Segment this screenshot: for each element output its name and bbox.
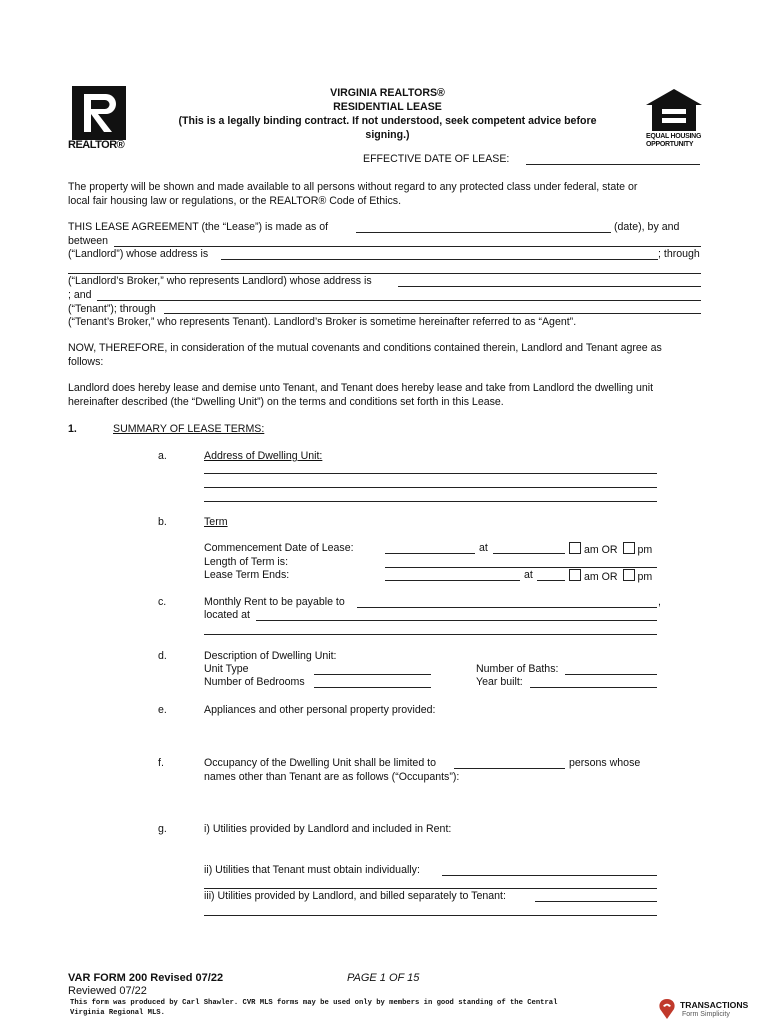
commencement-date-field[interactable] [385, 553, 475, 554]
produced-by-line-1: This form was produced by Carl Shawler. CVR MLS forms may be used only by members in good standing of the Central [70, 999, 558, 1007]
now-therefore-line-2: follows: [68, 356, 104, 368]
rent-location-field-2[interactable] [204, 634, 657, 635]
pm-label: pm [637, 544, 653, 556]
year-built-label: Year built: [476, 676, 523, 688]
year-built-field[interactable] [530, 687, 657, 688]
term-end-date-field[interactable] [385, 580, 520, 581]
section-title: SUMMARY OF LEASE TERMS: [113, 423, 265, 435]
equal-housing-text-1: EQUAL HOUSING [646, 133, 702, 140]
dwelling-address-line-1[interactable] [204, 473, 657, 474]
term-end-time-field[interactable] [537, 580, 565, 581]
fair-housing-line-2: local fair housing law or regulations, or the REALTOR® Code of Ethics. [68, 195, 402, 207]
utilities-tenant-field-2[interactable] [204, 888, 657, 889]
page-number: PAGE 1 OF 15 [347, 972, 420, 984]
occupancy-count-field[interactable] [454, 768, 565, 769]
tenant-broker-field[interactable] [164, 313, 701, 314]
rent-comma: , [658, 596, 661, 608]
unit-type-label: Unit Type [204, 663, 249, 675]
utilities-billed-field[interactable] [535, 901, 657, 902]
occupants-label: names other than Tenant are as follows (“Occupants”): [204, 771, 460, 783]
form-name: VAR FORM 200 Revised 07/22 [68, 972, 224, 984]
demise-line-2: hereinafter described (the “Dwelling Unit”) on the terms and conditions set forth in this Lease. [68, 396, 504, 408]
landlord-address-field[interactable] [221, 259, 658, 260]
form-title: VIRGINIA REALTORS® [330, 87, 445, 99]
transactions-brand: TRANSACTIONS [680, 1000, 749, 1010]
am-or-label: am OR [584, 544, 618, 556]
through-label-1: ; through [658, 248, 700, 260]
address-of-dwelling-label: Address of Dwelling Unit: [204, 450, 323, 462]
landlord-name-field[interactable] [114, 246, 701, 247]
commencement-time-field[interactable] [493, 553, 565, 554]
term-label: Term [204, 516, 228, 528]
transactions-brand-sub: Form Simplicity [682, 1011, 730, 1018]
equal-housing-logo [644, 87, 704, 133]
effective-date-field[interactable] [526, 164, 700, 165]
landlord-broker-address-field[interactable] [398, 286, 701, 287]
tenant-broker-label: (“Tenant’s Broker,” who represents Tenant). Landlord’s Broker is sometime hereinafter referred to as “Agent”. [68, 316, 577, 328]
persons-whose-label: persons whose [569, 757, 641, 769]
baths-field[interactable] [565, 674, 657, 675]
item-g-letter: g. [158, 823, 167, 835]
effective-date-label: EFFECTIVE DATE OF LEASE: [363, 153, 510, 165]
section-number: 1. [68, 423, 77, 435]
term-end-am-checkbox[interactable] [569, 569, 581, 581]
baths-label: Number of Baths: [476, 663, 559, 675]
monthly-rent-label: Monthly Rent to be payable to [204, 596, 345, 608]
dwelling-address-line-2[interactable] [204, 487, 657, 488]
item-e-letter: e. [158, 704, 167, 716]
landlord-broker-label: (“Landlord’s Broker,” who represents Landlord) whose address is [68, 275, 372, 287]
pm-label-2: pm [637, 571, 653, 583]
equal-housing-text-2: OPPORTUNITY [646, 141, 694, 148]
term-end-at-label: at [524, 569, 533, 581]
form-subtitle: RESIDENTIAL LEASE [333, 101, 442, 113]
item-c-letter: c. [158, 596, 167, 608]
realtor-wordmark: REALTOR® [68, 139, 125, 151]
fair-housing-line-1: The property will be shown and made available to all persons without regard to any protected class under federal, state or [68, 181, 638, 193]
rent-payee-field[interactable] [357, 607, 657, 608]
utilities-billed-label: iii) Utilities provided by Landlord, and billed separately to Tenant: [204, 890, 506, 902]
commencement-pm-checkbox[interactable] [623, 542, 635, 554]
date-by-and: (date), by and [614, 221, 680, 233]
utilities-tenant-field[interactable] [442, 875, 657, 876]
item-a-letter: a. [158, 450, 167, 462]
reviewed-date: Reviewed 07/22 [68, 985, 147, 997]
description-label: Description of Dwelling Unit: [204, 650, 337, 662]
term-end-ampm [569, 569, 652, 584]
dwelling-address-line-3[interactable] [204, 501, 657, 502]
landlord-address-label: (“Landlord”) whose address is [68, 248, 209, 260]
produced-by-line-2: Virginia Regional MLS. [70, 1009, 165, 1017]
bedrooms-label: Number of Bedrooms [204, 676, 305, 688]
commencement-at-label: at [479, 542, 488, 554]
occupancy-label: Occupancy of the Dwelling Unit shall be limited to [204, 757, 436, 769]
length-of-term-field[interactable] [385, 567, 657, 568]
bedrooms-field[interactable] [314, 687, 431, 688]
length-of-term-label: Length of Term is: [204, 556, 289, 568]
commencement-ampm [569, 542, 652, 557]
utilities-billed-field-2[interactable] [204, 915, 657, 916]
tenant-name-field[interactable] [97, 300, 701, 301]
legal-notice-line-2: signing.) [365, 129, 410, 141]
between-label: between [68, 235, 109, 247]
lease-date-field[interactable] [356, 232, 611, 233]
legal-notice-line-1: (This is a legally binding contract. If not understood, seek competent advice before [178, 115, 597, 127]
commencement-label: Commencement Date of Lease: [204, 542, 354, 554]
rent-location-field[interactable] [256, 620, 657, 621]
now-therefore-line-1: NOW, THEREFORE, in consideration of the mutual covenants and conditions contained therein, Landlord and Tenant agree as [68, 342, 662, 354]
tenant-through-label: (“Tenant”); through [68, 303, 156, 315]
appliances-label: Appliances and other personal property provided: [204, 704, 436, 716]
term-end-pm-checkbox[interactable] [623, 569, 635, 581]
item-f-letter: f. [158, 757, 164, 769]
and-label: ; and [68, 289, 92, 301]
transactions-logo-icon [657, 998, 677, 1020]
unit-type-field[interactable] [314, 674, 431, 675]
located-at-label: located at [204, 609, 250, 621]
landlord-broker-name-field[interactable] [68, 273, 701, 274]
demise-line-1: Landlord does hereby lease and demise unto Tenant, and Tenant does hereby lease and take from Landlord the dwelling unit [68, 382, 654, 394]
commencement-am-checkbox[interactable] [569, 542, 581, 554]
lease-term-ends-label: Lease Term Ends: [204, 569, 290, 581]
am-or-label-2: am OR [584, 571, 618, 583]
agreement-start: THIS LEASE AGREEMENT (the “Lease”) is made as of [68, 221, 329, 233]
utilities-landlord-label: i) Utilities provided by Landlord and included in Rent: [204, 823, 452, 835]
item-d-letter: d. [158, 650, 167, 662]
utilities-tenant-label: ii) Utilities that Tenant must obtain individually: [204, 864, 420, 876]
item-b-letter: b. [158, 516, 167, 528]
